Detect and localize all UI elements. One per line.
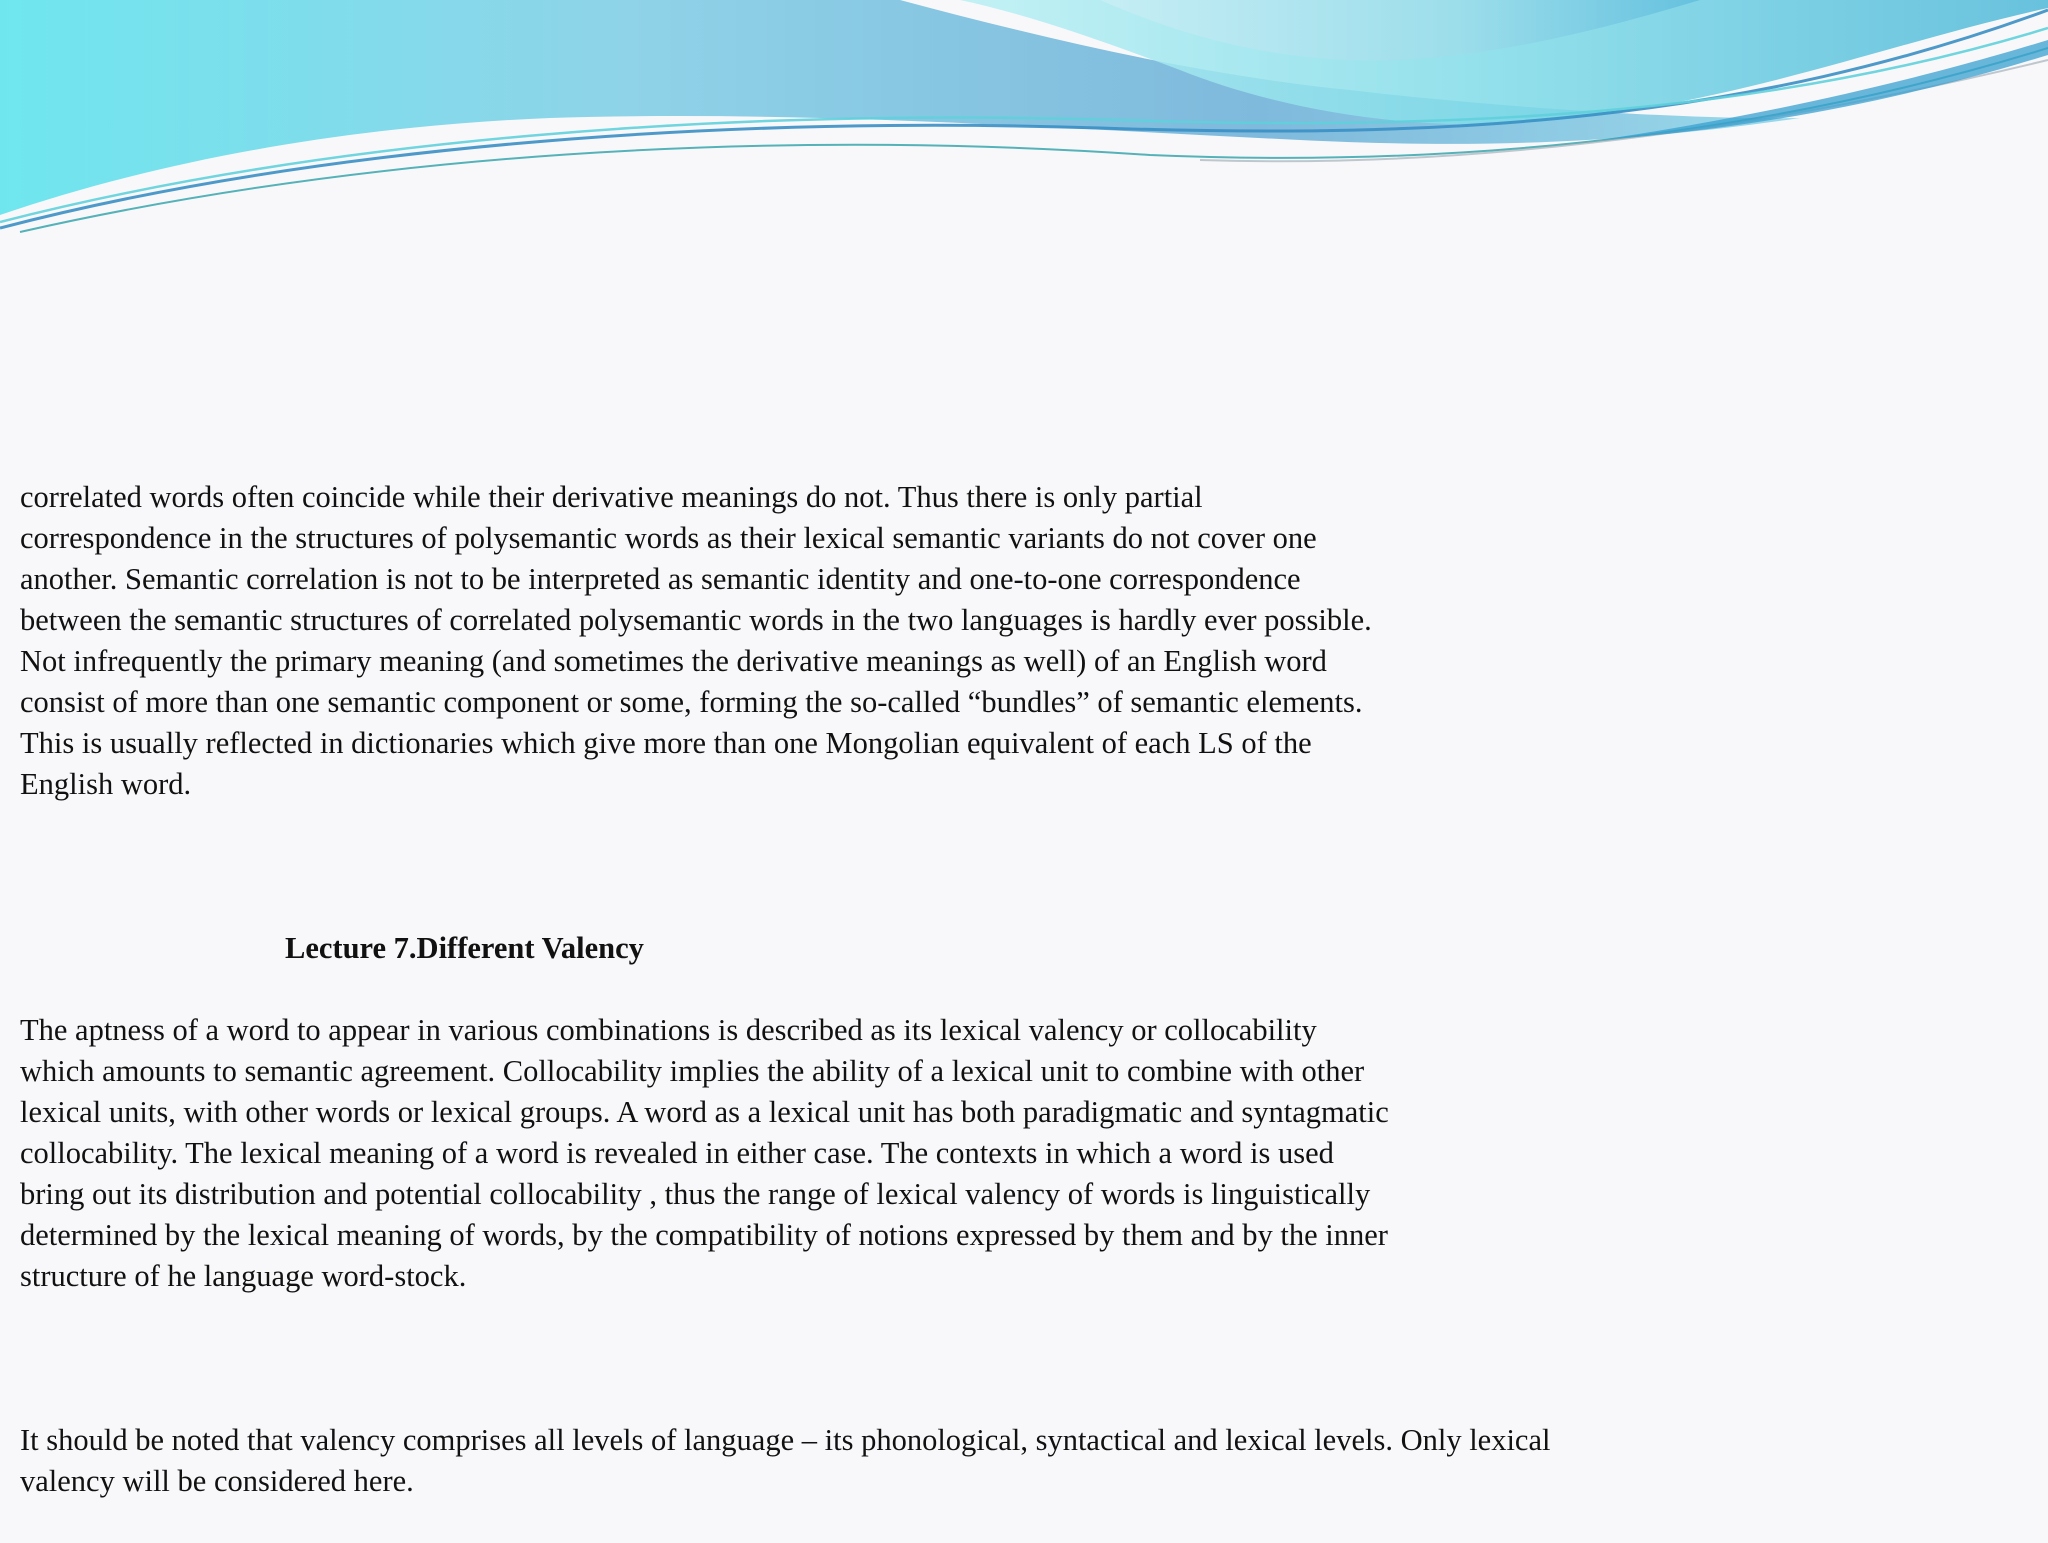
lecture-heading: Lecture 7.Different Valency [285, 931, 644, 965]
decorative-wave-header [0, 0, 2048, 240]
paragraph-gap [20, 1338, 2010, 1379]
paragraph-semantic-correlation: correlated words often coincide while their derivative meanings do not. Thus there is only partial correspondence in the structures of polysemantic words as their lexical semantic variants do not cover one another. Semantic correlation is not to be interpreted as semantic identity and one-to-one correspondence between the semantic structures of correlated polysemantic words in the two languages is hardly ever possible. Not infrequently the primary meaning (and sometimes the derivative meanings as well) of an English word consist of more than one semantic component or some, forming the so-called “bundles” of semantic elements. This is usually reflected in dictionaries which give more than one Mongolian equivalent of each LS of the English word. [20, 480, 1372, 801]
paragraph-lexical-valency: The aptness of a word to appear in various combinations is described as its lexical valency or collocability which amounts to semantic agreement. Collocability implies the ability of a lexical unit to combine with other lexical units, with other words or lexical groups. A word as a lexical unit has both paradigmatic and syntagmatic collocability. The lexical meaning of a word is revealed in either case. The contexts in which a word is used bring out its distribution and potential collocability , thus the range of lexical valency of words is linguistically determined by the lexical meaning of words, by the compatibility of notions expressed by them and by the inner structure of he language word-stock. [20, 1013, 1389, 1293]
slide-body [20, 436, 2010, 1543]
paragraph-gap [20, 846, 2010, 887]
paragraph-valency-levels: It should be noted that valency comprises all levels of language – its phonological, syntactical and lexical levels. Only lexical valency will be considered here. [20, 1423, 1551, 1498]
